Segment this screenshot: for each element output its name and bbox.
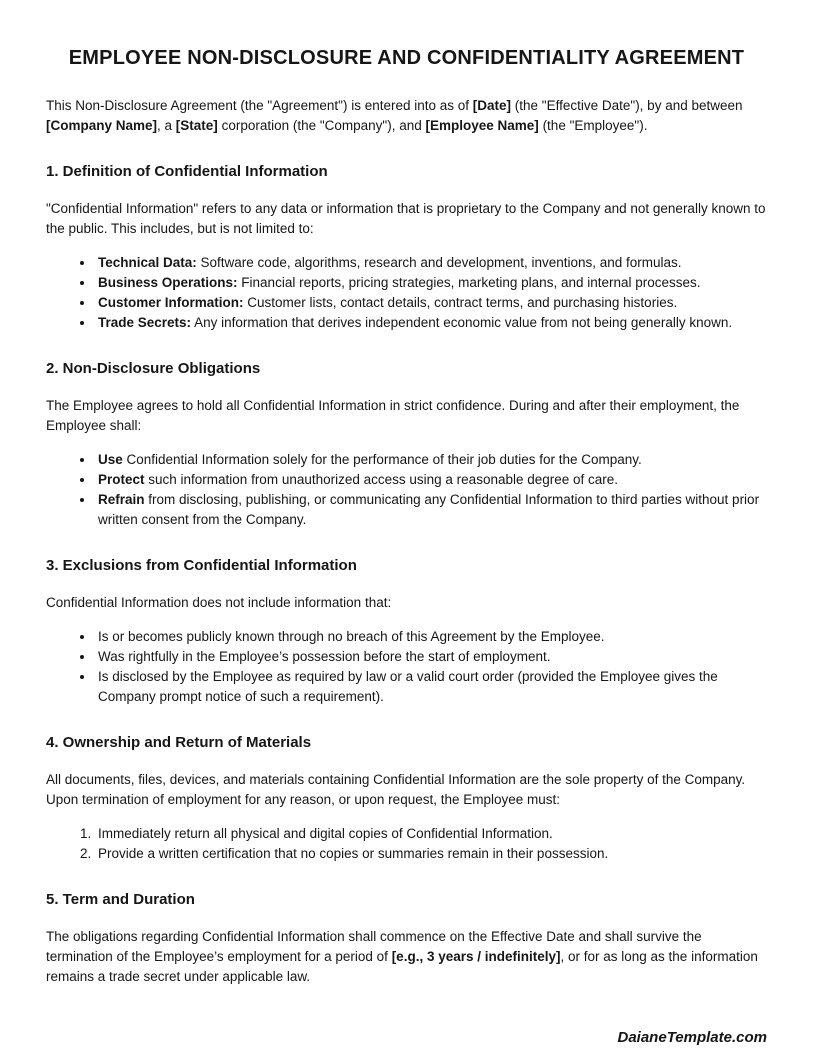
- list-item: [95, 313, 767, 333]
- text-run: from disclosing, publishing, or communicating any Confidential Information to third parties without prior written consent from the Company.: [98, 492, 760, 527]
- text-run: corporation (the "Company"), and: [217, 118, 426, 133]
- section-paragraph: [46, 770, 767, 810]
- list-item: [95, 450, 767, 470]
- text-run-bold: [e.g., 3 years / indefinitely]: [391, 949, 561, 964]
- list-item: [95, 273, 767, 293]
- section-heading: 1. Definition of Confidential Information: [46, 163, 328, 180]
- intro-paragraph: [46, 96, 767, 136]
- list-item: [95, 647, 767, 667]
- text-run: This Non-Disclosure Agreement (the "Agreement") is entered into as of: [46, 98, 473, 113]
- section-paragraph: [46, 199, 767, 239]
- text-run: such information from unauthorized access using a reasonable degree of care.: [144, 472, 619, 487]
- section-paragraph: [46, 927, 767, 987]
- text-run: Is or becomes publicly known through no breach of this Agreement by the Employee.: [98, 629, 605, 644]
- text-run: Confidential Information solely for the performance of their job duties for the Company.: [122, 452, 642, 467]
- list-item: [95, 824, 767, 844]
- text-run: Software code, algorithms, research and development, inventions, and formulas.: [196, 255, 682, 270]
- text-run: , a: [157, 118, 176, 133]
- section-heading: 3. Exclusions from Confidential Information: [46, 557, 357, 574]
- text-run-bold: [Employee Name]: [425, 118, 539, 133]
- text-run: Financial reports, pricing strategies, marketing plans, and internal processes.: [237, 275, 701, 290]
- section-paragraph: [46, 593, 767, 613]
- text-run: Any information that derives independent economic value from not being generally known.: [191, 315, 733, 330]
- text-run-bold: Technical Data:: [98, 255, 197, 270]
- text-run-bold: [State]: [175, 118, 218, 133]
- section-heading: 5. Term and Duration: [46, 891, 195, 908]
- section-list: [46, 627, 767, 707]
- section-list: [46, 450, 767, 530]
- section-paragraph: [46, 396, 767, 436]
- document-section: [46, 163, 767, 333]
- footer-watermark: DaianeTemplate.com: [617, 1029, 767, 1046]
- list-item: [95, 667, 767, 707]
- text-run-bold: Trade Secrets:: [98, 315, 192, 330]
- text-run: Immediately return all physical and digital copies of Confidential Information.: [98, 826, 553, 841]
- document-section: [46, 891, 767, 987]
- text-run: Customer lists, contact details, contract terms, and purchasing histories.: [243, 295, 678, 310]
- sections-container: [46, 163, 767, 987]
- text-run-bold: [Company Name]: [46, 118, 158, 133]
- text-run: (the "Effective Date"), by and between: [511, 98, 743, 113]
- document-section: [46, 557, 767, 707]
- text-run: The Employee agrees to hold all Confidential Information in strict confidence. During and after their employment, the Employee shall:: [46, 398, 740, 433]
- list-item: [95, 293, 767, 313]
- list-item: [95, 627, 767, 647]
- text-run-bold: Use: [98, 452, 123, 467]
- section-heading: 2. Non-Disclosure Obligations: [46, 360, 261, 377]
- text-run: Confidential Information does not include information that:: [46, 595, 392, 610]
- text-run: Provide a written certification that no copies or summaries remain in their possession.: [98, 846, 609, 861]
- list-item: [95, 253, 767, 273]
- list-item: [95, 490, 767, 530]
- section-list: [46, 824, 767, 864]
- text-run: , or for as long as the information remains a trade secret under applicable law.: [46, 949, 758, 984]
- text-run: "Confidential Information" refers to any data or information that is proprietary to the Company and not generally known to the public. This includes, but is not limited to:: [46, 201, 766, 236]
- text-run-bold: [Date]: [472, 98, 512, 113]
- document-section: [46, 360, 767, 530]
- text-run: All documents, files, devices, and materials containing Confidential Information are the sole property of the Company. Upon termination of employment for any reason, or upon request, the Employee must:: [46, 772, 746, 807]
- text-run: Is disclosed by the Employee as required by law or a valid court order (provided the Employee gives the Company prompt notice of such a requirement).: [98, 669, 718, 704]
- list-item: [95, 470, 767, 490]
- document-title: EMPLOYEE NON-DISCLOSURE AND CONFIDENTIALITY AGREEMENT: [68, 47, 745, 69]
- list-item: [95, 844, 767, 864]
- text-run-bold: Refrain: [98, 492, 145, 507]
- text-run: Was rightfully in the Employee’s possession before the start of employment.: [98, 649, 551, 664]
- text-run: The obligations regarding Confidential Information shall commence on the Effective Date and shall survive the termination of the Employee’s employment for a period of: [46, 929, 702, 964]
- section-heading: 4. Ownership and Return of Materials: [46, 734, 312, 751]
- text-run: (the "Employee").: [538, 118, 648, 133]
- document-section: [46, 734, 767, 864]
- text-run-bold: Business Operations:: [98, 275, 238, 290]
- text-run-bold: Customer Information:: [98, 295, 244, 310]
- section-list: [46, 253, 767, 333]
- text-run-bold: Protect: [98, 472, 145, 487]
